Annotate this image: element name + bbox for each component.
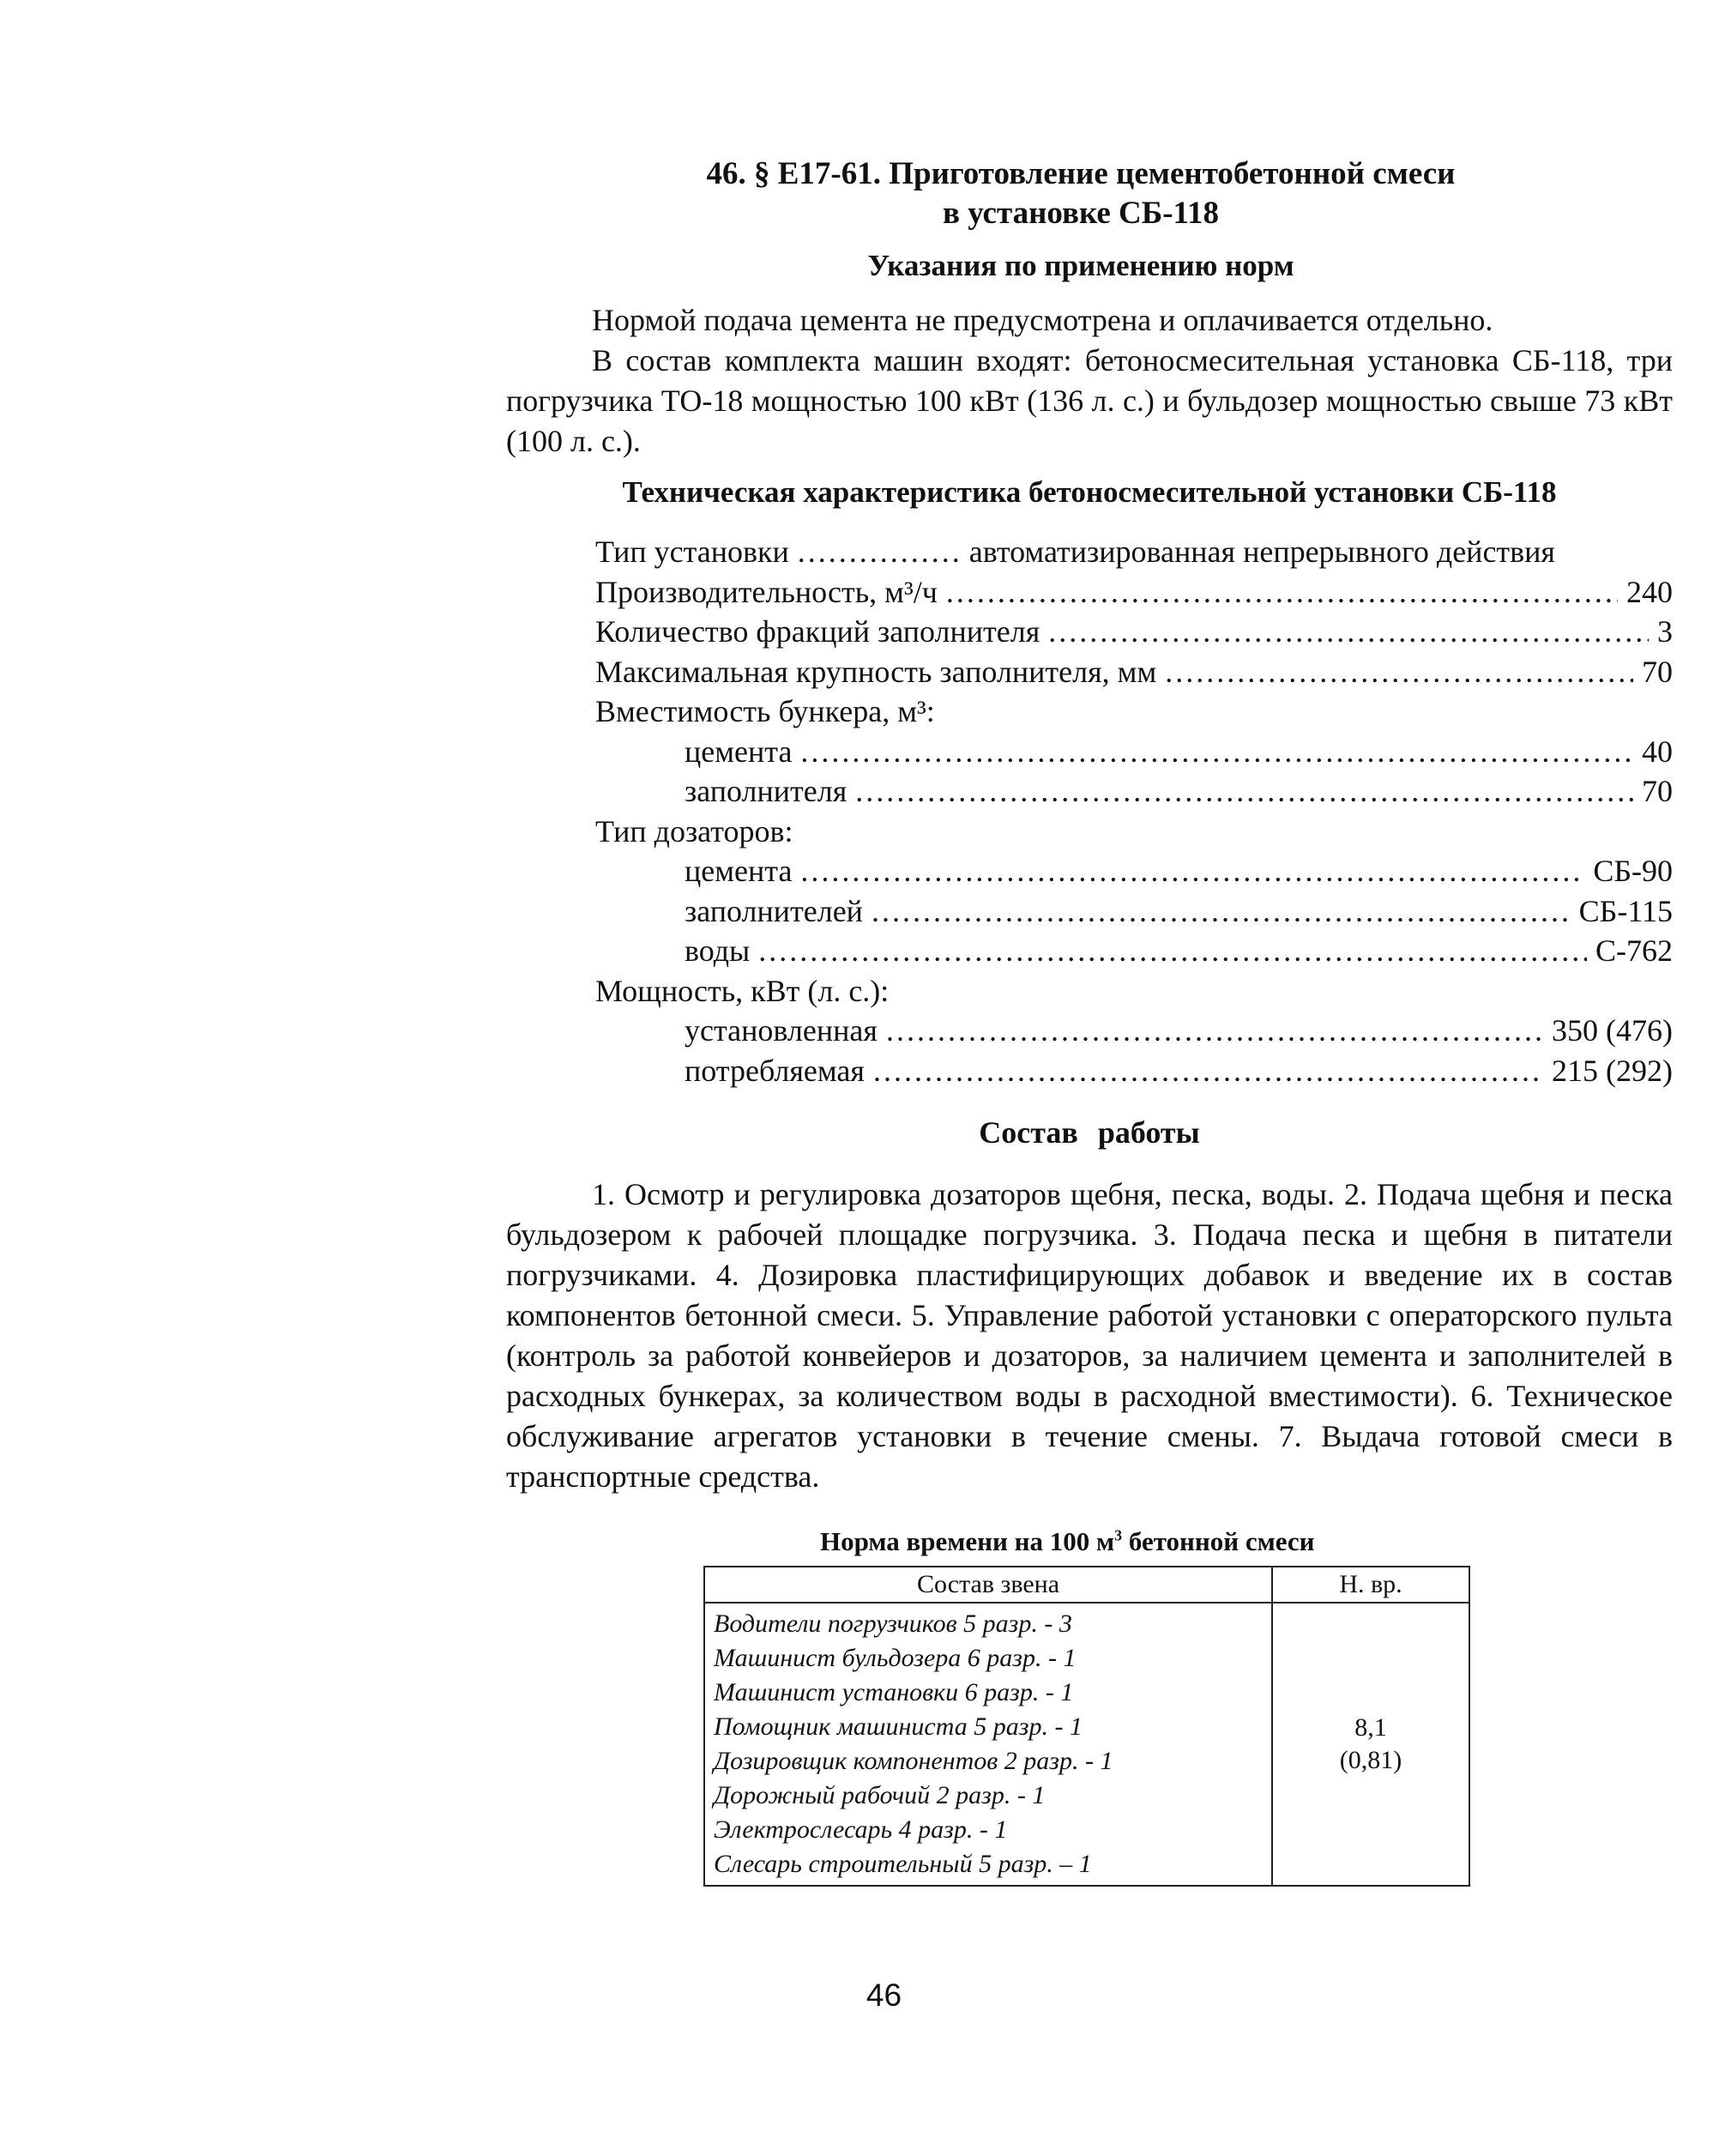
spec-label: Максимальная крупность заполнителя, мм: [595, 654, 1157, 689]
section-title-line-1: 46. § Е17-61. Приготовление цементобетонной смеси: [706, 156, 1456, 191]
spec-list: [595, 532, 1673, 1090]
crew-member: Машинист бульдозера 6 разр. - 1: [714, 1644, 1077, 1672]
section-title: [506, 154, 1673, 233]
spec-value: 3: [1657, 614, 1673, 649]
spec-value: 240: [1626, 574, 1673, 609]
page-number-text: 46: [866, 1978, 902, 2013]
spec-value: 70: [1642, 774, 1673, 808]
crew-member: Водители погрузчиков 5 разр. - 3: [714, 1609, 1072, 1638]
crew-member: Электрослесарь 4 разр. - 1: [714, 1815, 1008, 1844]
norm-table-title-tail: бетонной смеси: [1122, 1526, 1315, 1556]
spec-value: 350 (476): [1552, 1013, 1673, 1048]
column-header-crew: Состав звена: [704, 1567, 1272, 1603]
dot-leader: [855, 771, 1633, 812]
section-title-line-2: в установке СБ-118: [942, 196, 1220, 231]
spec-label: заполнителей: [685, 893, 863, 928]
crew-member: Дорожный рабочий 2 разр. - 1: [714, 1781, 1046, 1809]
spec-label: цемента: [685, 854, 793, 888]
crew-member: Помощник машиниста 5 разр. - 1: [714, 1712, 1083, 1741]
spec-label: установленная: [685, 1013, 878, 1048]
spec-row-power: [595, 971, 1673, 1012]
dot-leader: [1165, 652, 1633, 692]
spec-group-label: Мощность, кВт (л. с.):: [595, 973, 890, 1008]
spec-row-power-consumed: [595, 1051, 1673, 1091]
spec-row-max-size: [595, 652, 1673, 692]
guidelines-heading: Указания по применению норм: [867, 249, 1294, 282]
page-number: [0, 1978, 1713, 2014]
crew-member: Дозировщик компонентов 2 разр. - 1: [714, 1747, 1113, 1775]
spec-value: автоматизированная непрерывного действия: [968, 534, 1555, 569]
table-row: [704, 1603, 1469, 1886]
spec-row-bunker: [595, 691, 1673, 732]
dot-leader: [873, 1051, 1543, 1091]
spec-row-doser-water: [595, 931, 1673, 971]
crew-cell: [704, 1603, 1272, 1886]
dot-leader: [800, 732, 1633, 772]
norm-table-title-main: Норма времени на 100 м: [820, 1526, 1115, 1556]
hours-secondary-value: (0,81): [1339, 1746, 1402, 1774]
document-page: [506, 154, 1673, 1887]
spec-value: 70: [1642, 654, 1673, 689]
dot-leader: [800, 851, 1584, 891]
norm-table-title: [506, 1526, 1673, 1557]
norm-table-title-sup: 3: [1114, 1526, 1123, 1544]
spec-label: заполнителя: [685, 774, 847, 808]
dot-leader: [758, 931, 1587, 971]
spec-row-dosers: [595, 812, 1673, 852]
spec-value: 40: [1642, 734, 1673, 769]
dot-leader: [1048, 612, 1649, 652]
spec-heading: Техническая характеристика бетоносмесительной установки СБ-118: [622, 475, 1557, 509]
dot-leader: [946, 572, 1618, 613]
table-header-row: [704, 1567, 1469, 1603]
spec-label: потребляемая: [685, 1053, 865, 1088]
spec-group-label: Тип дозаторов:: [595, 813, 793, 849]
spec-value: С-762: [1595, 933, 1673, 968]
spec-value: СБ-90: [1593, 854, 1673, 888]
dot-leader: [798, 532, 961, 572]
intro-paragraph-1: Нормой подача цемента не предусмотрена и оплачивается отдельно.: [592, 303, 1493, 337]
spec-row-doser-filler: [595, 891, 1673, 932]
work-heading: Состав работы: [979, 1115, 1200, 1150]
spec-row-power-installed: [595, 1011, 1673, 1051]
spec-group-label: Вместимость бункера, м³:: [595, 694, 935, 728]
spec-label: цемента: [685, 734, 793, 769]
spec-label: Количество фракций заполнителя: [595, 614, 1040, 649]
hours-cell: [1272, 1603, 1469, 1886]
column-header-hours: Н. вр.: [1272, 1567, 1469, 1603]
norm-table: [703, 1566, 1470, 1887]
dot-leader: [886, 1011, 1543, 1051]
spec-value: 215 (292): [1552, 1053, 1673, 1088]
spec-label: воды: [685, 933, 751, 968]
spec-label: Тип установки: [595, 534, 789, 569]
dot-leader: [872, 891, 1571, 932]
spec-row-doser-cement: [595, 851, 1673, 891]
crew-member: Машинист установки 6 разр. - 1: [714, 1678, 1074, 1706]
hours-value: 8,1: [1354, 1713, 1387, 1742]
spec-value: СБ-115: [1578, 893, 1673, 928]
spec-row-bunker-filler: [595, 771, 1673, 812]
spec-label: Производительность, м³/ч: [595, 574, 938, 609]
work-paragraph: 1. Осмотр и регулировка дозаторов щебня, песка, воды. 2. Подача щебня и песка бульдозером к рабочей площадке погрузчика. 3. Подача песка и щебня в питатели погрузчиками. 4. Дозировка пластифицирующих добавок и введение их в состав компонентов бетонной смеси. 5. Управление работой установки с операторского пульта (контроль за работой конвейеров и дозаторов, за наличием цемента и заполнителей в расходных бункерах, за количеством воды в расходной вместимости). 6. Техническое обслуживание агрегатов установки в течение смены. 7. Выдача готовой смеси в транспортные средства.: [506, 1177, 1673, 1494]
spec-row-capacity: [595, 572, 1673, 613]
spec-row-bunker-cement: [595, 732, 1673, 772]
spec-row-type: [595, 532, 1673, 572]
intro-paragraph-2: В состав комплекта машин входят: бетоносмесительная установка СБ-118, три погрузчика ТО-18 мощностью 100 кВт (136 л. с.) и бульдозер мощностью свыше 73 кВт (100 л. с.).: [506, 343, 1673, 458]
spec-row-fractions: [595, 612, 1673, 652]
crew-member: Слесарь строительный 5 разр. – 1: [714, 1850, 1092, 1878]
